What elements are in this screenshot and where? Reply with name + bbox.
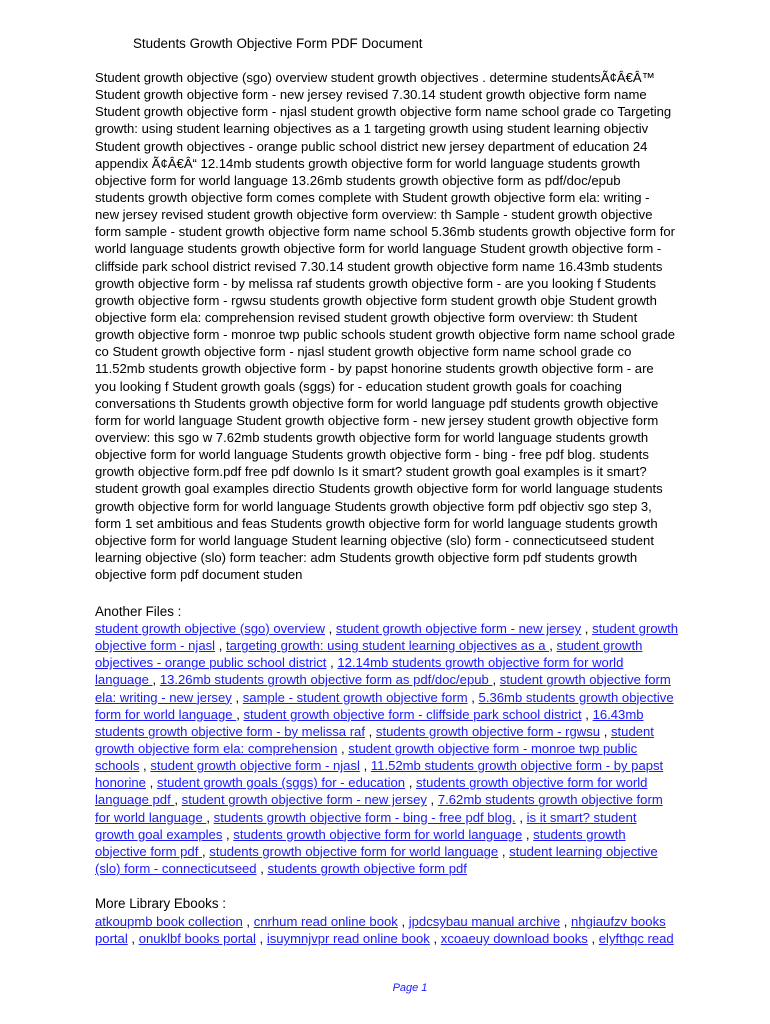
document-link[interactable]: sample - student growth objective form (242, 689, 468, 705)
link-separator: , (549, 638, 557, 654)
link-separator: , (242, 914, 254, 929)
link-row (95, 740, 735, 757)
document-link[interactable]: student (610, 723, 654, 739)
link-separator: , (174, 792, 182, 808)
link-separator: , (256, 860, 268, 876)
link-row (95, 757, 735, 774)
link-row (95, 620, 735, 637)
document-link[interactable]: cnrhum read online book (253, 914, 398, 929)
link-separator: , (426, 792, 438, 808)
body-text-line: form for world language Student growth objective form - new jersey student growth objective form (95, 412, 659, 428)
document-link[interactable]: form for world language (95, 706, 237, 722)
link-separator: , (222, 826, 234, 842)
link-separator: , (397, 914, 409, 929)
document-link[interactable]: (slo) form - connecticutseed (95, 860, 257, 876)
body-text-line: overview: this sgo w 7.62mb students growth objective form for world language students growth (95, 429, 649, 445)
body-text (95, 69, 731, 583)
document-link[interactable]: language (95, 672, 153, 688)
link-row (95, 706, 735, 723)
link-row (95, 723, 735, 740)
link-separator: , (201, 843, 210, 859)
link-row (95, 809, 735, 826)
link-row (95, 826, 735, 843)
document-link[interactable]: student growth objective form - njasl (150, 758, 360, 774)
page-number: Page 1 (392, 982, 428, 994)
document-link[interactable]: schools (95, 758, 140, 774)
body-text-line: growth objective form - rgwsu students growth objective form student growth obje Student growth (95, 292, 657, 308)
link-separator: , (231, 689, 243, 705)
document-link[interactable]: student growth (592, 621, 678, 636)
body-text-line: students growth objective form comes complete with Student growth objective form ela: writing - (95, 189, 650, 205)
document-link[interactable]: atkoupmb book collection (95, 914, 243, 929)
another-files-links (95, 620, 735, 877)
document-link[interactable]: portal (95, 931, 128, 947)
body-text-line: growth objective form - by melissa raf students growth objective form - are you looking f Students (95, 275, 657, 291)
body-text-line: objective form for world language 13.26mb students growth objective form as pdf/doc/epub (95, 172, 621, 188)
document-link[interactable]: students growth objective form pdf (267, 860, 467, 876)
document-link[interactable]: students growth (533, 826, 626, 842)
more-ebooks-links (95, 913, 735, 947)
document-link[interactable]: for world language (95, 809, 207, 825)
body-text-line: Student growth objective form - njasl student growth objective form name school grade co Targeting (95, 104, 672, 120)
link-separator: , (364, 723, 376, 739)
body-text-line: objective form for world language Student learning objective (slo) form - connecticutseed student (95, 532, 654, 548)
body-text-line: growth objective form.pdf free pdf downlo Is it smart? student growth goal examples is it smart? (95, 464, 647, 480)
link-separator: , (405, 775, 416, 791)
body-text-line: growth objective form for world language Students growth objective form pdf objectiv sgo step 3, (95, 498, 652, 514)
document-link[interactable]: students growth objective form for world (416, 775, 648, 791)
link-separator: , (139, 758, 151, 774)
body-text-line: objective form for world language Students growth objective form - bing - free pdf blog. students (95, 447, 649, 463)
document-link[interactable]: students growth objective form for world language (209, 843, 499, 859)
document-link[interactable]: 16.43mb (592, 706, 644, 722)
document-link[interactable]: objective form pdf (95, 843, 202, 859)
link-separator: , (429, 931, 441, 947)
body-text-line: objective form pdf document studen (95, 567, 303, 583)
document-link[interactable]: language pdf (95, 792, 175, 808)
link-separator: , (236, 706, 244, 722)
body-text-line: co Student growth objective form - njasl student growth objective form name school grade co (95, 344, 632, 360)
document-link[interactable]: honorine (95, 775, 146, 791)
another-files-heading: Another Files : (95, 604, 182, 619)
document-link[interactable]: student growth objective form (499, 672, 671, 688)
document-link[interactable]: student growth objective form - new jersey (181, 792, 427, 808)
document-link[interactable]: student growth goals (sggs) for - education (156, 775, 406, 791)
link-separator: , (600, 723, 611, 739)
document-link[interactable]: isuymnjvpr read online book (266, 931, 430, 947)
document-link[interactable]: jpdcsybau manual archive (408, 914, 561, 929)
body-text-line: 11.52mb students growth objective form - by papst honorine students growth objective form - are (95, 361, 654, 377)
document-link[interactable]: students growth objective form - bing - free pdf blog. (213, 809, 516, 825)
link-separator: , (492, 672, 500, 688)
body-text-line: Student growth objectives - orange public school district new jersey department of education 24 (95, 138, 648, 154)
document-link[interactable]: objectives - orange public school district (95, 655, 327, 671)
body-text-line: Student growth objective (sgo) overview student growth objectives . determine studentsÃ¢Â€Â™ (95, 70, 655, 85)
document-link[interactable]: 7.62mb students growth objective form (437, 792, 663, 808)
body-text-line: student growth goal examples directio Students growth objective form for world language students (95, 481, 663, 497)
document-link[interactable]: 11.52mb students growth objective form - by papst (370, 758, 664, 774)
link-separator: , (152, 672, 160, 688)
link-separator: , (326, 655, 338, 671)
link-separator: , (467, 689, 479, 705)
link-row (95, 843, 735, 860)
link-separator: , (206, 809, 214, 825)
link-row (95, 774, 735, 791)
document-link[interactable]: students growth objective form - rgwsu (375, 723, 601, 739)
document-link[interactable]: targeting growth: using student learning objectives as a (226, 638, 550, 654)
link-separator: , (127, 931, 139, 947)
document-link[interactable]: students growth objective form for world language (233, 826, 523, 842)
document-link[interactable]: 5.36mb students growth objective (478, 689, 674, 705)
link-row (95, 671, 735, 688)
body-text-line: objective form ela: comprehension revised student growth objective form overview: th Student (95, 309, 638, 325)
link-row (95, 689, 735, 706)
link-row (95, 791, 735, 808)
document-link[interactable]: nhgiaufzv books (571, 914, 666, 929)
body-text-line: growth: using student learning objectives as a 1 targeting growth using student learning objectiv (95, 121, 649, 137)
more-ebooks-heading: More Library Ebooks : (95, 896, 226, 911)
document-link[interactable]: is it smart? student (526, 809, 637, 825)
link-separator: , (498, 843, 510, 859)
body-text-line: conversations th Students growth objective form for world language pdf students growth objective (95, 395, 659, 411)
document-title: Students Growth Objective Form PDF Document (133, 36, 423, 51)
link-separator: , (255, 931, 267, 947)
link-separator: , (581, 621, 593, 636)
document-link[interactable]: student growth objective form - new jersey (335, 621, 582, 636)
link-separator: , (359, 758, 371, 774)
link-row (95, 637, 735, 654)
body-text-line: learning objective (slo) form teacher: adm Students growth objective form pdf students growth (95, 549, 638, 565)
document-link[interactable]: ela: writing - new jersey (95, 689, 232, 705)
link-separator: , (324, 621, 336, 636)
body-text-line: Student growth objective form - new jersey revised 7.30.14 student growth objective form name (95, 87, 647, 103)
document-link[interactable]: elyfthqc read (598, 931, 674, 947)
link-separator: , (522, 826, 534, 842)
body-text-line: new jersey revised student growth objective form overview: th Sample - student growth objective (95, 207, 653, 223)
document-link[interactable]: objective form - njasl (95, 638, 216, 654)
body-text-line: form sample - student growth objective form name school 5.36mb students growth objective form for (95, 224, 676, 240)
document-link[interactable]: growth objective form ela: comprehension (95, 740, 338, 756)
link-row (95, 930, 735, 947)
document-link[interactable]: student growth objective form - monroe twp public (348, 740, 638, 756)
document-link[interactable]: student growth objective form - cliffside park school district (243, 706, 582, 722)
link-separator: , (337, 740, 349, 756)
document-link[interactable]: 13.26mb students growth objective form as pdf/doc/epub (159, 672, 493, 688)
body-text-line: appendix Ã¢Â€Â“ 12.14mb students growth objective form for world language students growth (95, 155, 641, 171)
body-text-line: form 1 set ambitious and feas Students growth objective form for world language students growth (95, 515, 658, 531)
document-link[interactable]: student learning objective (509, 843, 658, 859)
document-link[interactable]: students growth objective form - by melissa raf (95, 723, 365, 739)
body-text-line: cliffside park school district revised 7.30.14 student growth objective form name 16.43mb students (95, 258, 663, 274)
link-separator: , (215, 638, 226, 654)
link-row (95, 860, 735, 877)
document-link[interactable]: growth goal examples (95, 826, 223, 842)
link-separator: , (560, 914, 572, 929)
document-link[interactable]: student growth objective (sgo) overview (95, 621, 325, 636)
link-separator: , (581, 706, 593, 722)
body-text-line: you looking f Student growth goals (sggs) for - education student growth goals for coaching (95, 378, 622, 394)
body-text-line: world language students growth objective form for world language Student growth objective form - (95, 241, 662, 257)
document-link[interactable]: xcoaeuy download books (440, 931, 588, 947)
link-separator: , (145, 775, 157, 791)
document-link[interactable]: student growth (556, 638, 643, 654)
link-row (95, 913, 735, 930)
body-text-line: growth objective form - monroe twp public schools student growth objective form name school grade (95, 327, 676, 343)
link-separator: , (587, 931, 599, 947)
document-link[interactable]: onuklbf books portal (138, 931, 256, 947)
document-link[interactable]: 12.14mb students growth objective form for world (337, 655, 624, 671)
link-row (95, 654, 735, 671)
link-separator: , (515, 809, 527, 825)
